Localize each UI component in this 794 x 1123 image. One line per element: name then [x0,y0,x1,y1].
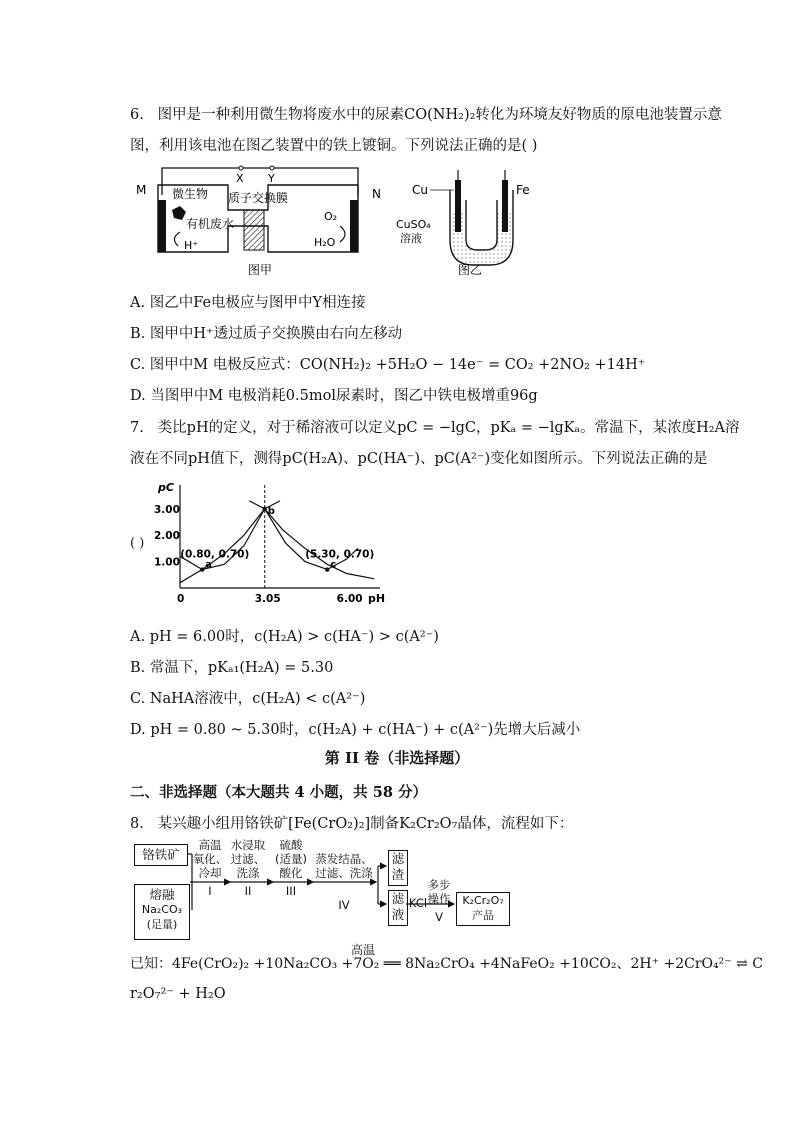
point-label-b: b [267,505,275,517]
flow-box-filtrate: 滤 液 [388,890,408,926]
q8-known-line1: 已知：4Fe(CrO₂)₂ +10Na₂CO₃ +7O₂ ══ 8Na₂CrO₄ +4NaFeO₂ +10CO₂、2H⁺ +2CrO₄²⁻ ⇌ C [130,956,763,972]
q8-number: 8. [130,816,144,832]
flow-step3: 硫酸 (适量) 酸化 III [275,838,307,898]
y-tick-label: 1.00 [154,556,180,569]
q8-known-line2: r₂O₇²⁻ + H₂O [130,986,226,1002]
q6-figure-a [128,160,528,280]
caption-b: 图乙 [458,263,483,277]
flow-step1: 高温 氧化、 冷却 I [192,838,228,898]
section2-header: 二、非选择题（本大题共 4 小题，共 58 分） [130,784,427,801]
flow-kcl: KCl [408,896,428,910]
q6-option-b: B. 图甲中H⁺透过质子交换膜由右向左移动 [130,326,403,342]
flow-box-residue: 滤 渣 [388,850,408,886]
caption-a: 图甲 [248,263,273,277]
label-wastewater: 有机废水 [186,217,235,231]
flow-box-flux: 熔融 Na₂CO₃ (足量) [134,884,190,940]
q6-stem-line2: 图，利用该电池在图乙装置中的铁上镀铜。下列说法正确的是( ) [130,138,538,154]
q6-option-d: D. 当图甲中M 电极消耗0.5mol尿素时，图乙中铁电极增重96g [130,388,538,404]
q6-number: 6. [130,107,144,123]
x-tick-label: 6.00 [336,593,363,605]
y-tick-label: 2.00 [154,530,180,543]
label-solution: 溶液 [400,232,422,245]
point-a [200,567,204,571]
curve-ha [180,509,374,583]
q7-stem-text1: 类比pH的定义，对于稀溶液可以定义pC = −lgC，pKₐ = −lgKₐ。常温下，某浓度H₂A溶 [157,420,740,436]
label-h-plus: H⁺ [184,239,199,252]
flow-box-ore: 铬铁矿 [134,844,188,866]
flow-step2: 水浸取 过滤、 洗涤 II [230,838,266,898]
label-membrane: 质子交换膜 [228,191,289,205]
q8-flow-diagram [130,838,510,942]
q7-number: 7. [130,420,144,436]
electrode-m [158,200,166,252]
x-tick-label: 3.05 [254,593,281,605]
flow-step4: 蒸发结晶、 过滤、洗涤 IV [315,852,373,912]
point-annotation-a: (0.80, 0.70) [180,548,250,561]
point-label-c: c [330,559,337,571]
label-m: M [136,183,147,197]
q7-chart [150,478,390,608]
q6-option-a: A. 图乙中Fe电极应与图甲中Y相连接 [130,295,366,311]
y-tick-label: 3.00 [154,503,180,516]
x-tick-label: 0 [177,593,185,605]
q7-option-d: D. pH = 0.80 ~ 5.30时，c(H₂A) + c(HA⁻) + c(A²⁻)先增大后减小 [130,722,581,738]
q6-option-c: C. 图甲中M 电极反应式：CO(NH₂)₂ +5H₂O − 14e⁻ = CO₂ +2NO₂ +14H⁺ [130,357,646,373]
q6-stem-text1: 图甲是一种利用微生物将废水中的尿素CO(NH₂)₂转化为环境友好物质的原电池装置示意 [157,107,722,123]
label-fe: Fe [516,183,530,197]
section2-title: 第 II 卷（非选择题） [324,749,470,767]
label-y: Y [268,172,275,185]
q6-stem-line1 [130,103,722,124]
point-c [325,567,329,571]
label-cu: Cu [412,183,428,197]
flow-box-product: K₂Cr₂O₇ 产品 [456,892,510,926]
flow-step5: 多步 操作 V [427,878,451,924]
q7-option-a: A. pH = 6.00时，c(H₂A) > c(HA⁻) > c(A²⁻) [130,629,439,645]
q8-known-cond: 高温 [351,943,376,957]
x-axis-label: pH [368,592,386,605]
point-label-a: a [205,559,212,571]
q7-paren: ( ) [130,536,145,551]
label-microbe: 微生物 [172,187,209,201]
label-cuso4: CuSO₄ [396,218,431,231]
proton-membrane [244,210,264,250]
q8-stem-text: 某兴趣小组用铬铁矿[Fe(CrO₂)₂]制备K₂Cr₂O₇晶体，流程如下： [157,816,574,832]
q7-stem-line2: 液在不同pH值下，测得pC(H₂A)、pC(HA⁻)、pC(A²⁻)变化如图所示。下列说法正确的是 [130,451,708,467]
electrode-n [350,200,358,252]
q7-option-c: C. NaHA溶液中，c(H₂A) < c(A²⁻) [130,691,366,707]
q7-stem-line1 [130,416,740,437]
q7-option-b: B. 常温下，pKₐ₁(H₂A) = 5.30 [130,660,334,676]
microbe-icon [172,206,186,220]
curved-arrow-right-icon [340,226,345,242]
label-o2: O₂ [324,210,338,223]
label-n: N [372,187,381,201]
q8-stem-line [130,812,573,833]
q6-figure-b [396,170,530,277]
point-b [263,507,267,511]
point-annotation-c: (5.30, 0.70) [305,548,375,561]
label-x: X [236,172,244,185]
label-h2o: H₂O [314,236,336,249]
curved-arrow-icon [174,232,180,246]
y-axis-label: pC [158,481,174,494]
